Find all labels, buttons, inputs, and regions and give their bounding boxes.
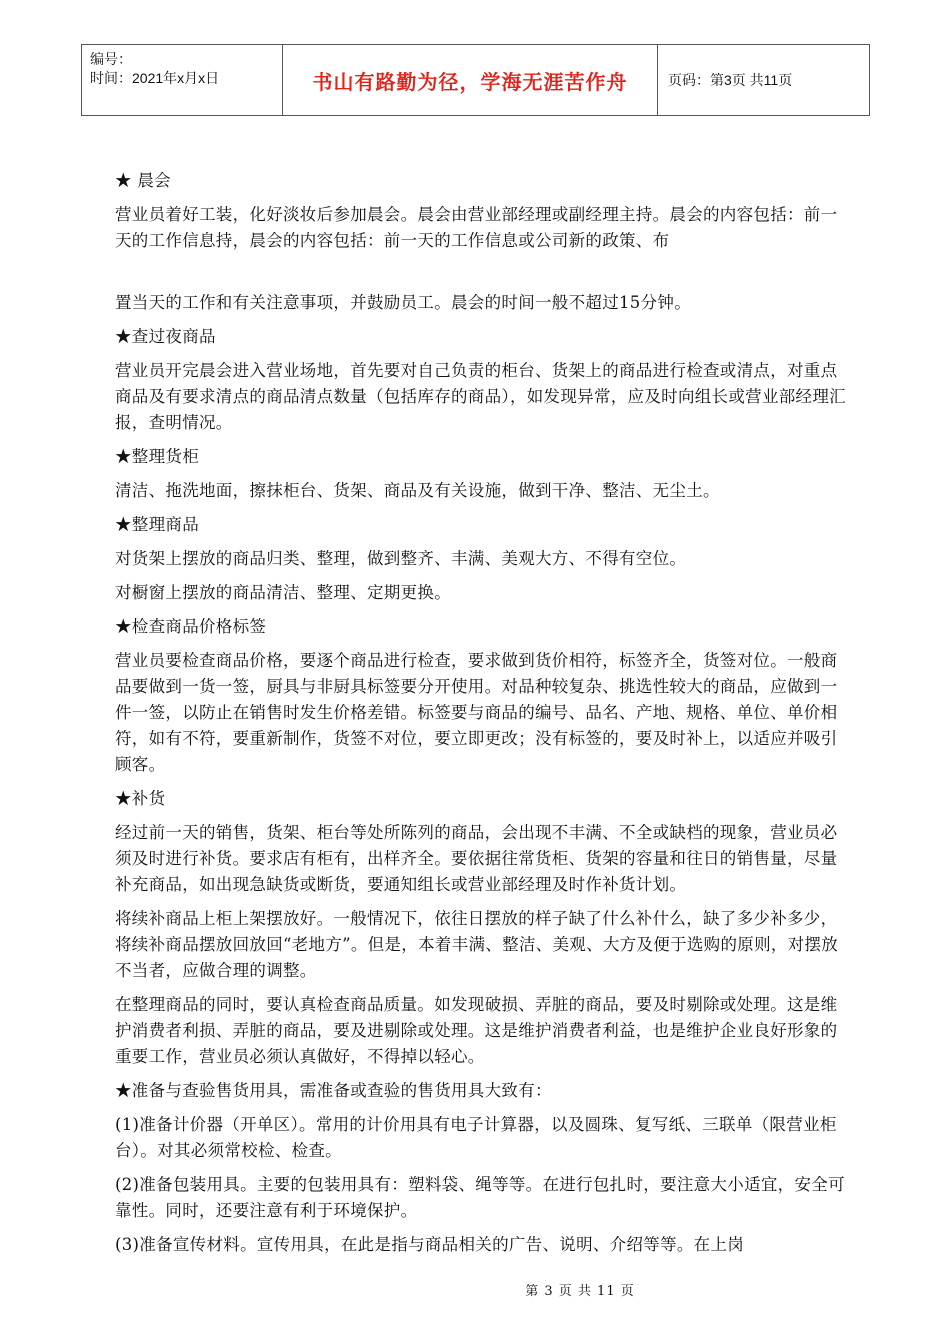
paragraph: 在整理商品的同时，要认真检查商品质量。如发现破损、弄脏的商品，要及时剔除或处理。这是维护消费者利损、弄脏的商品，要及进剔除或处理。这是维护消费者利益，也是维护企业良好形象的重要工作，营业员必须认真做好，不得掉以轻心。 — [115, 995, 838, 1066]
serial-number-label: 编号： — [90, 51, 132, 67]
paragraph: 营业员着好工装，化好淡妆后参加晨会。晨会由营业部经理或副经理主持。晨会的内容包括：前一天的工作信息持，晨会的内容包括：前一天的工作信息或公司新的政策、布 — [115, 205, 838, 250]
header-page-cell — [658, 45, 870, 116]
paragraph: 对货架上摆放的商品归类、整理，做到整齐、丰满、美观大方、不得有空位。 — [115, 549, 687, 568]
document-body — [115, 168, 850, 1266]
footer-page-number: 第 3 页 共 11 页 — [525, 1284, 635, 1299]
section-heading-sales-tools: ★准备与查验售货用具，需准备或查验的售货用具大致有： — [115, 1081, 552, 1100]
header-motto-cell — [283, 45, 658, 116]
header-meta-cell — [82, 45, 283, 116]
list-item: (3)准备宣传材料。宣传用具，在此是指与商品相关的广告、说明、介绍等等。在上岗 — [115, 1235, 745, 1254]
section-heading-tidy-goods: ★整理商品 — [115, 515, 199, 534]
section-heading-price-labels: ★检查商品价格标签 — [115, 617, 267, 636]
paragraph: 将续补商品上柜上架摆放好。一般情况下，依往日摆放的样子缺了什么补什么，缺了多少补多少，将续补商品摆放回放回“老地方”。但是，本着丰满、整洁、美观、大方及便于选购的原则，对摆放不当者，应做合理的调整。 — [115, 909, 839, 980]
section-heading-restock: ★补货 — [115, 789, 166, 808]
paragraph: 营业员开完晨会进入营业场地，首先要对自己负责的柜台、货架上的商品进行检查或清点，对重点商品及有要求清点的商品清点数量（包括库存的商品），如发现异常，应及时向组长或营业部经理汇报，查明情况。 — [115, 361, 846, 432]
page-footer — [0, 1280, 950, 1299]
paragraph: 置当天的工作和有关注意事项，并鼓励员工。晨会的时间一般不超过15分钟。 — [115, 293, 691, 312]
section-heading-overnight-goods: ★查过夜商品 — [115, 327, 216, 346]
list-item: (2)准备包装用具。主要的包装用具有：塑料袋、绳等等。在进行包扎时，要注意大小适宜，安全可靠性。同时，还要注意有利于环境保护。 — [115, 1175, 845, 1220]
list-item: (1)准备计价器（开单区）。常用的计价用具有电子计算器，以及圆珠、复写纸、三联单（限营业柜台）。对其必须常校检、检查。 — [115, 1115, 837, 1160]
section-heading-tidy-counters: ★整理货柜 — [115, 447, 199, 466]
section-heading-morning-meeting: ★ 晨会 — [115, 171, 171, 190]
paragraph: 经过前一天的销售，货架、柜台等处所陈列的商品，会出现不丰满、不全或缺档的现象，营业员必须及时进行补货。要求店有柜有，出样齐全。要依据往常货柜、货架的容量和往日的销售量，尽量补充商品，如出现急缺货或断货，要通知组长或营业部经理及时作补货计划。 — [115, 823, 838, 894]
paragraph: 对橱窗上摆放的商品清洁、整理、定期更换。 — [115, 583, 451, 602]
page-info: 页码：第3页 共11页 — [668, 72, 793, 88]
paragraph: 清洁、拖洗地面，擦抹柜台、货架、商品及有关设施，做到干净、整洁、无尘土。 — [115, 481, 720, 500]
document-header — [81, 44, 870, 116]
paragraph: 营业员要检查商品价格，要逐个商品进行检查，要求做到货价相符，标签齐全，货签对位。一般商品要做到一货一签，厨具与非厨具标签要分开使用。对品种较复杂、挑选性较大的商品，应做到一件一签，以防止在销售时发生价格差错。标签要与商品的编号、品名、产地、规格、单位、单价相符，如有不符，要重新制作，货签不对位，要立即更改；没有标签的，要及时补上，以适应并吸引顾客。 — [115, 651, 838, 774]
motto-text: 书山有路勤为径，学海无涯苦作舟 — [312, 69, 628, 94]
date-label: 时间：2021年x月x日 — [90, 70, 220, 86]
